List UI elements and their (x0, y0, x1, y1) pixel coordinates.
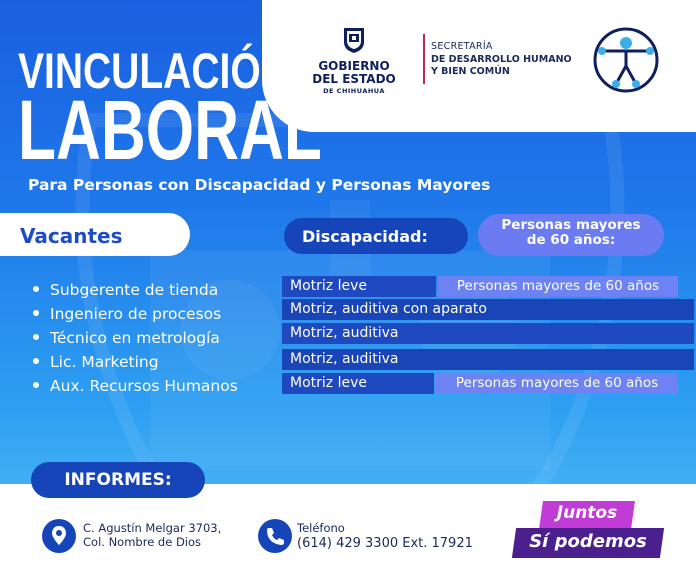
list-item (33, 374, 238, 398)
secretaria-line-2: DE DESARROLLO HUMANO (431, 53, 572, 65)
address (83, 521, 221, 549)
title-line-2: LABORAL (18, 83, 322, 177)
secretaria-line-1: SECRETARÍA (431, 41, 493, 52)
gobierno-line-2: DEL ESTADO (312, 72, 396, 86)
gobierno-logo (304, 26, 404, 95)
slogan-line-2: Sí podemos (529, 531, 647, 552)
phone-number: (614) 429 3300 Ext. 17921 (297, 536, 473, 551)
slogan-line-1: Juntos (556, 503, 618, 523)
accessibility-person-icon (592, 26, 660, 94)
bullet-icon (33, 310, 39, 316)
informes-label: INFORMES: (64, 470, 172, 490)
address-line-1: C. Agustín Melgar 3703, (83, 521, 222, 535)
gobierno-line-3: DE CHIHUAHUA (323, 87, 385, 95)
discapacidad-bar-row-3: Motriz, auditiva (282, 323, 694, 344)
bullet-icon (33, 286, 39, 292)
list-item (33, 302, 238, 326)
bullet-icon (33, 358, 39, 364)
mayores-label-line-2: de 60 años: (526, 232, 616, 248)
mayores-label-line-1: Personas mayores (501, 217, 641, 233)
list-item (33, 350, 238, 374)
mayores-label (478, 218, 664, 248)
vacante-name: Ingeniero de procesos (50, 305, 222, 323)
vacantes-label: Vacantes (20, 224, 123, 248)
location-pin-icon (42, 519, 76, 553)
mayores-bar-row-5: Personas mayores de 60 años (436, 373, 678, 394)
discapacidad-bar-row-4: Motriz, auditiva (282, 349, 694, 370)
secretaria-logo (431, 41, 572, 79)
bullet-icon (33, 334, 39, 340)
mayores-bar-row-1: Personas mayores de 60 años (438, 276, 678, 297)
discapacidad-bar-row-2: Motriz, auditiva con aparato (282, 299, 694, 320)
vacante-name: Técnico en metrología (50, 329, 220, 347)
secretaria-line-3: Y BIEN COMÚN (431, 66, 510, 77)
phone-info (297, 521, 473, 551)
gobierno-line-1: GOBIERNO (318, 59, 390, 73)
vacante-name: Subgerente de tienda (50, 281, 219, 299)
list-item (33, 278, 238, 302)
phone-icon (258, 519, 292, 553)
subtitle: Para Personas con Discapacidad y Personas Mayores (28, 176, 491, 194)
vacante-name: Lic. Marketing (50, 353, 159, 371)
title-line-1: VINCULACIÓN (18, 43, 289, 99)
vacante-name: Aux. Recursos Humanos (50, 377, 238, 395)
bullet-icon (33, 382, 39, 388)
list-item (33, 326, 238, 350)
state-seal-icon (342, 26, 366, 54)
discapacidad-bar-row-5: Motriz leve (282, 373, 434, 394)
logo-divider (423, 34, 425, 84)
discapacidad-label: Discapacidad: (302, 227, 428, 246)
vacantes-list (33, 278, 238, 398)
address-line-2: Col. Nombre de Dios (83, 535, 202, 549)
phone-label: Teléfono (297, 521, 345, 535)
discapacidad-bar-row-1: Motriz leve (282, 276, 436, 297)
